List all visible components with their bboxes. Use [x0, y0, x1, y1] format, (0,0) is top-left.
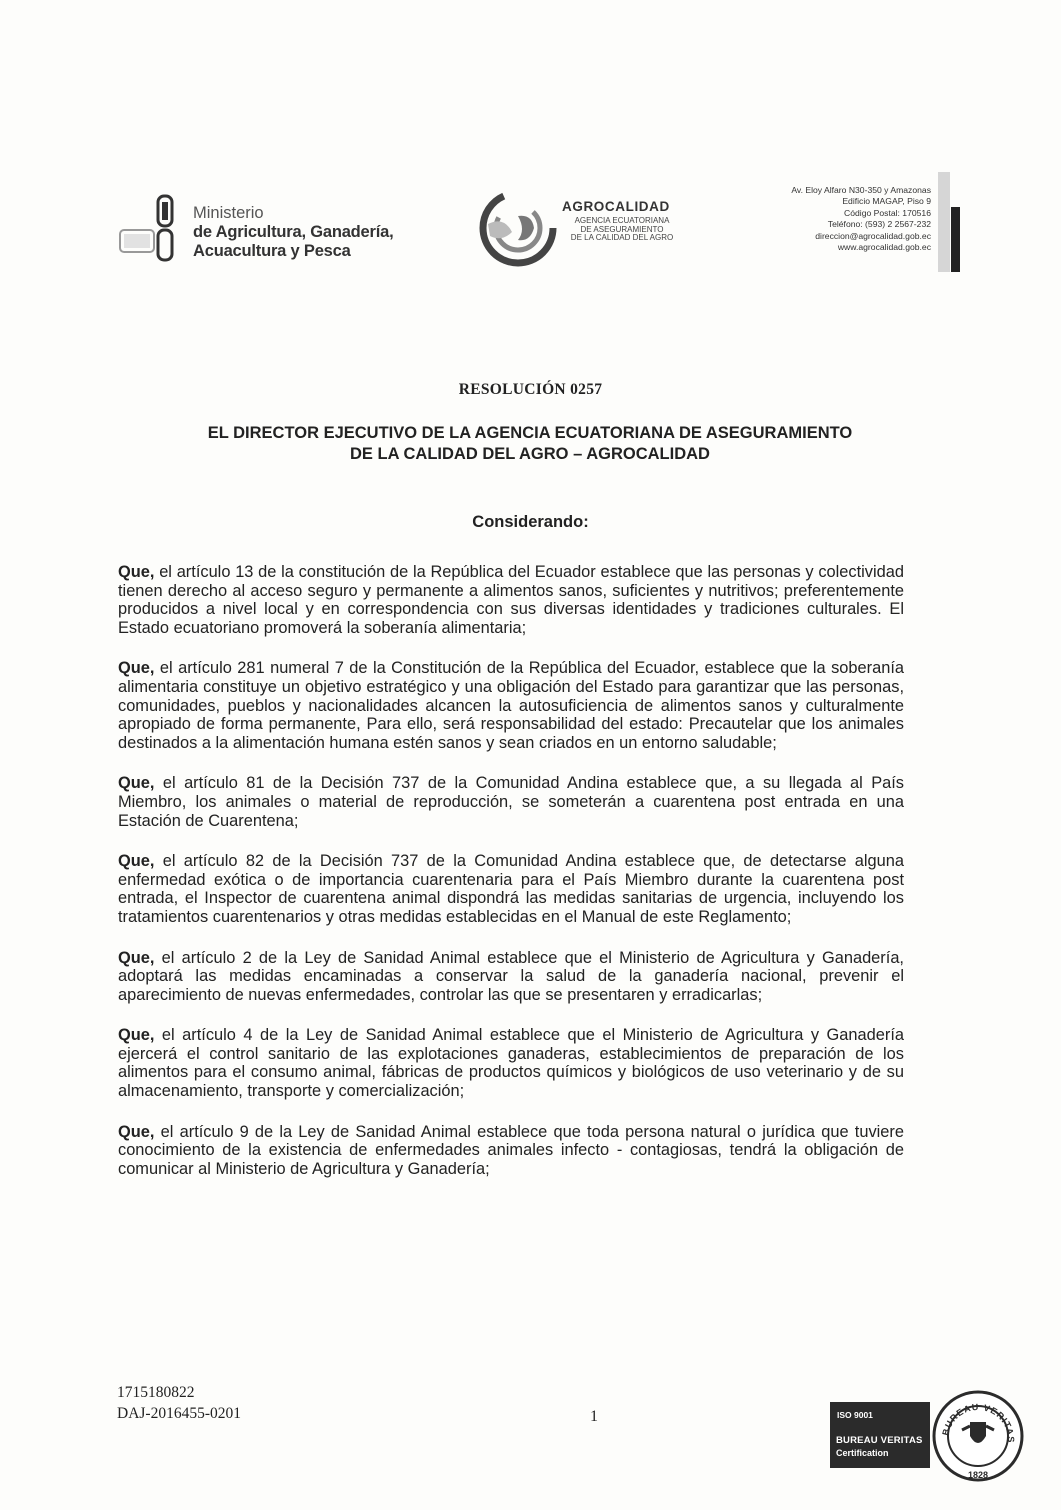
considerando-paragraph — [118, 774, 904, 830]
address-line: Av. Eloy Alfaro N30-350 y Amazonas — [791, 185, 931, 195]
heading-line1: EL DIRECTOR EJECUTIVO DE LA AGENCIA ECUATORIANA DE ASEGURAMIENTO — [207, 424, 853, 442]
ministerio-emblem-icon — [118, 192, 186, 262]
paragraph-text: el artículo 13 de la constitución de la República del Ecuador establece que las personas y colectividad tienen derecho al acceso seguro y permanente a alimentos sanos, suficientes y nutritivos; preferentemente producidos a nivel local y en correspondencia con sus diversas identidades y tradiciones culturales. El Estado ecuatoriano promoverá la soberanía alimentaria; — [118, 563, 904, 637]
considerando-paragraph — [118, 852, 904, 926]
page-number: 1 — [590, 1408, 598, 1425]
paragraph-text: el artículo 2 de la Ley de Sanidad Animal establece que el Ministerio de Agricultura y Ganadería, adoptará las medidas encaminadas a conservar la salud de la ganadería nacional, prevenir el aparecimiento de nuevas enfermedades, controlar las que se presentaren y erradicarlas; — [118, 948, 904, 1004]
agrocalidad-sub1: AGENCIA ECUATORIANA — [574, 216, 670, 225]
footer-identifiers — [117, 1382, 241, 1424]
badge-certification: Certification — [836, 1448, 889, 1458]
agrocalidad-subtitle — [562, 217, 682, 243]
ministerio-line2: de Agricultura, Ganadería, — [193, 223, 394, 241]
resolution-title: RESOLUCIÓN 0257 — [458, 381, 603, 398]
seal-year: 1828 — [967, 1470, 989, 1480]
footer-document-code: DAJ-2016455-0201 — [117, 1405, 241, 1422]
considerando-paragraph — [118, 563, 904, 637]
address-website: www.agrocalidad.gob.ec — [837, 242, 931, 253]
address-email: direccion@agrocalidad.gob.ec — [815, 230, 931, 241]
side-bar-dark — [951, 207, 960, 272]
document-body — [118, 563, 904, 1200]
footer-id-number: 1715180822 — [117, 1384, 195, 1401]
paragraph-text: el artículo 9 de la Ley de Sanidad Animal establece que toda persona natural o jurídica que tuviere conocimiento de la existencia de enfermedades animales infecto - contagiosas, tendrá la obligación de comunicar al Ministerio de Agricultura y Ganadería; — [118, 1122, 904, 1178]
agrocalidad-emblem-icon — [478, 186, 558, 268]
ministerio-name — [193, 204, 394, 261]
ministerio-line1: Ministerio — [193, 204, 264, 222]
considerando-paragraph — [118, 949, 904, 1005]
address-line: Código Postal: 170516 — [844, 207, 931, 218]
address-line: Edificio MAGAP, Piso 9 — [842, 196, 931, 207]
que-label: Que, — [118, 948, 155, 967]
seal-top-text: BUREAU VERITAS — [940, 1401, 1017, 1444]
paragraph-text: el artículo 82 de la Decisión 737 de la Comunidad Andina establece que, de detectarse alguna enfermedad exótica o de importancia cuarentenaria para el País Miembro durante la cuarentena post entrada, el Inspector de cuarentena animal dispondrá las medidas sanitarias de urgencia, incluyendo los tratamientos cuarentenarios y otras medidas establecidas en el Manual de este Reglamento; — [118, 852, 904, 926]
ministerio-line3: Acuacultura y Pesca — [193, 242, 351, 260]
document-heading — [130, 423, 930, 465]
que-label: Que, — [118, 1122, 155, 1141]
decorative-side-bar — [938, 172, 960, 272]
heading-line2: DE LA CALIDAD DEL AGRO – AGROCALIDAD — [350, 445, 710, 463]
paragraph-text: el artículo 81 de la Decisión 737 de la Comunidad Andina establece que, a su llegada al País Miembro, los animales o material de reproducción, se someterán a cuarentena post entrada en una Estación de Cuarentena; — [118, 774, 904, 830]
bureau-veritas-seal-icon — [930, 1388, 1026, 1484]
considerando-paragraph — [118, 1026, 904, 1100]
considerando-paragraph — [118, 659, 904, 752]
que-label: Que, — [118, 1026, 155, 1045]
address-line: Teléfono: (593) 2 2567-232 — [827, 219, 931, 230]
agrocalidad-name: AGROCALIDAD — [562, 199, 670, 214]
que-label: Que, — [118, 563, 155, 581]
considerando-heading: Considerando: — [472, 513, 589, 531]
ministerio-logo — [118, 186, 418, 266]
paragraph-text: el artículo 281 numeral 7 de la Constitución de la República del Ecuador, establece que la soberanía alimentaria constituye un objetivo estratégico y una obligación del Estado para garantizar que las personas, comunidades, pueblos y nacionalidades alcancen la autosuficiencia de alimentos sanos y culturalmente apropiado de forma permanente, Para ello, será responsabilidad del estado: Precautelar que los animales destinados a la alimentación humana estén sanos y sean criados en un entorno saludable; — [118, 659, 904, 752]
agrocalidad-sub2: DE ASEGURAMIENTO — [580, 224, 664, 234]
paragraph-text: el artículo 4 de la Ley de Sanidad Animal establece que el Ministerio de Agricultura y Ganadería ejercerá el control sanitario de las explotaciones ganaderas, establecimientos de preparación de los alimentos para el consumo animal, fábricas de productos químicos y biológicos de uso veterinario y de su almacenamiento, transporte y comercialización; — [118, 1026, 904, 1101]
agrocalidad-sub3: DE LA CALIDAD DEL AGRO — [570, 233, 674, 242]
que-label: Que, — [118, 852, 155, 871]
address-block — [791, 185, 931, 253]
que-label: Que, — [118, 659, 155, 678]
considerando-paragraph — [118, 1123, 904, 1179]
side-bar-light — [938, 172, 950, 272]
que-label: Que, — [118, 774, 155, 793]
badge-iso: ISO 9001 — [837, 1410, 873, 1420]
bureau-veritas-badge — [830, 1402, 930, 1468]
agrocalidad-logo — [478, 186, 708, 268]
badge-name: BUREAU VERITAS — [836, 1435, 923, 1446]
